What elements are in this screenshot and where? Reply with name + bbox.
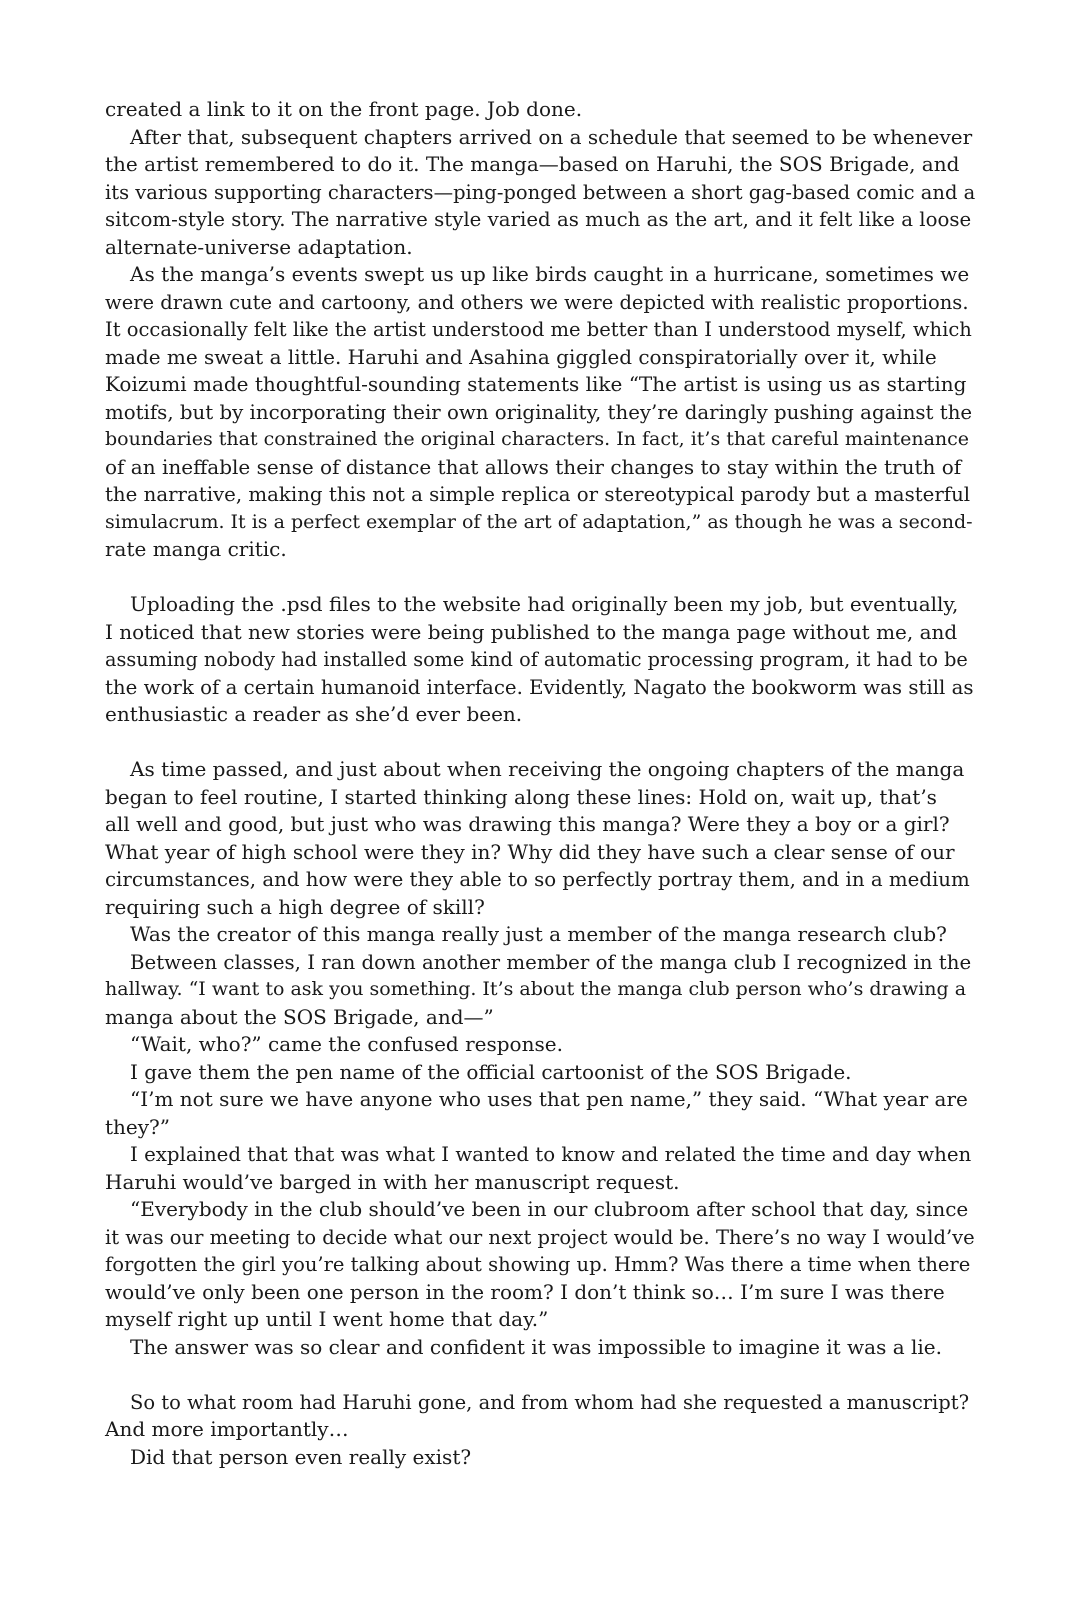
paragraph-gap — [105, 564, 975, 592]
paragraph-gap — [105, 1361, 975, 1389]
text-line: of an ineffable sense of distance that allows their changes to stay within the truth of — [105, 454, 962, 479]
text-line: it was our meeting to decide what our next project would be. There’s no way I would’ve — [105, 1225, 975, 1249]
text-line: the artist remembered to do it. The manga—based on Haruhi, the SOS Brigade, and — [105, 152, 960, 176]
text-line: simulacrum. It is a perfect exemplar of the art of adaptation,” as though he was a second- — [105, 510, 973, 533]
text-line: So to what room had Haruhi gone, and from whom had she requested a manuscript? — [130, 1390, 970, 1414]
text-line: The answer was so clear and confident it was impossible to imagine it was a lie. — [130, 1334, 942, 1359]
text-line: sitcom-style story. The narrative style varied as much as the art, and it felt like a loose — [105, 208, 972, 231]
text-line: circumstances, and how were they able to so perfectly portray them, and in a medium — [105, 868, 970, 891]
text-line: enthusiastic a reader as she’d ever been. — [105, 702, 523, 726]
text-line: created a link to it on the front page. Job done. — [105, 97, 583, 121]
text-line: manga about the SOS Brigade, and—” — [105, 1004, 494, 1029]
text-line: I gave them the pen name of the official cartoonist of the SOS Brigade. — [130, 1059, 852, 1084]
text-line: Haruhi would’ve barged in with her manuscript request. — [105, 1169, 680, 1194]
text-line: would’ve only been one person in the room? I don’t think so… I’m sure I was there — [105, 1279, 945, 1304]
text-line: its various supporting characters—ping-ponged between a short gag-based comic and a — [105, 180, 976, 204]
text-line: “Wait, who?” came the confused response. — [130, 1032, 563, 1056]
text-line: Between classes, I ran down another member of the manga club I recognized in the — [130, 950, 972, 974]
text-line: boundaries that constrained the original characters. In fact, it’s that careful maintenance — [105, 428, 970, 450]
text-line: myself right up until I went home that day.” — [105, 1307, 549, 1331]
text-line: requiring such a high degree of skill? — [105, 894, 485, 919]
text-line: Did that person even really exist? — [130, 1444, 472, 1469]
text-line: “Everybody in the club should’ve been in our clubroom after school that day, since — [130, 1197, 969, 1221]
text-line: Koizumi made thoughtful-sounding statements like “The artist is using us as starting — [105, 372, 967, 396]
paragraph-gap — [105, 729, 975, 757]
text-line: began to feel routine, I started thinking along these lines: Hold on, wait up, that’s — [105, 784, 937, 809]
text-line: alternate-universe adaptation. — [105, 234, 413, 259]
text-line: rate manga critic. — [105, 537, 287, 561]
text-line: Was the creator of this manga really just a member of the manga research club? — [130, 922, 947, 946]
text-line: were drawn cute and cartoony, and others we were depicted with realistic proportions. — [105, 290, 969, 314]
text-line: the work of a certain humanoid interface. Evidently, Nagato the bookworm was still as — [105, 675, 974, 699]
text-line: I noticed that new stories were being published to the manga page without me, and — [105, 619, 958, 644]
text-line: What year of high school were they in? Why did they have such a clear sense of our — [105, 839, 955, 864]
text-line: As the manga’s events swept us up like birds caught in a hurricane, sometimes we — [130, 262, 970, 286]
text-line: Uploading the .psd files to the website had originally been my job, but eventually, — [130, 592, 959, 616]
text-line: all well and good, but just who was drawing this manga? Were they a boy or a girl? — [105, 812, 950, 836]
document-page — [105, 96, 975, 1471]
text-line: the narrative, making this not a simple replica or stereotypical parody but a masterful — [105, 483, 971, 506]
text-line: made me sweat a little. Haruhi and Asahina giggled conspiratorially over it, while — [105, 344, 937, 369]
text-line: After that, subsequent chapters arrived on a schedule that seemed to be whenever — [130, 124, 973, 149]
text-line: I explained that that was what I wanted to know and related the time and day when — [130, 1143, 972, 1166]
text-line: As time passed, and just about when receiving the ongoing chapters of the manga — [130, 757, 965, 781]
text-line: “I’m not sure we have anyone who uses that pen name,” they said. “What year are — [130, 1087, 968, 1111]
text-line: forgotten the girl you’re talking about showing up. Hmm? Was there a time when there — [105, 1253, 971, 1276]
text-line: It occasionally felt like the artist understood me better than I understood myself, which — [105, 318, 972, 341]
text-line: assuming nobody had installed some kind of automatic processing program, it had to be — [105, 648, 968, 671]
text-line: hallway. “I want to ask you something. It’s about the manga club person who’s drawing a — [105, 978, 967, 1000]
text-line: they?” — [105, 1114, 170, 1139]
text-line: motifs, but by incorporating their own originality, they’re daringly pushing against the — [105, 400, 973, 424]
text-line: And more importantly… — [105, 1417, 349, 1441]
